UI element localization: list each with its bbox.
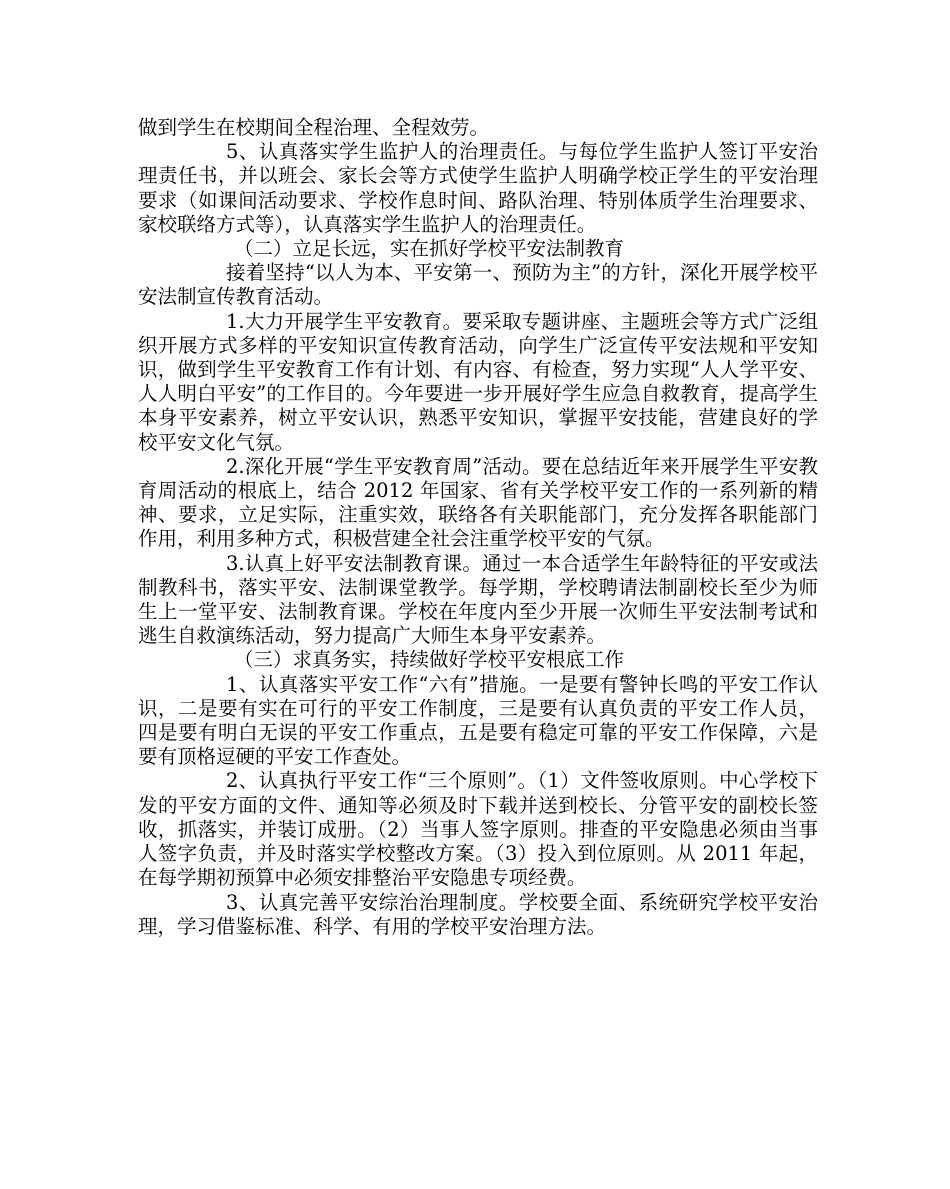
paragraph-item-2-three-principles: 2、认真执行平安工作“三个原则”。（1）文件签收原则。中心学校下发的平安方面的文件、通知等必须及时下载并送到校长、分管平安的副校长签收，抓落实，并装订成册。（2）当事人签字原则。排查的平安隐患必须由当事人签字负责，并及时落实学校整改方案。（3）投入到位原则。从 2011 年起，在每学期初预算中必须安排整治平安隐患专项经费。 — [138, 769, 818, 890]
paragraph-continuation: 做到学生在校期间全程治理、全程效劳。 — [138, 116, 490, 139]
section-heading-3: （三）求真务实，持续做好学校平安根底工作 — [234, 648, 625, 672]
paragraph-item-5-guardian-responsibility: 5、认真落实学生监护人的治理责任。与每位学生监护人签订平安治理责任书，并以班会、家长会等方式使学生监护人明确学校正学生的平安治理要求（如课间活动要求、学校作息时间、路队治理、特别体质学生治理要求、家校联络方式等），认真落实学生监护人的治理责任。 — [138, 140, 818, 236]
paragraph-policy-intro: 接着坚持“以人为本、平安第一、预防为主”的方针，深化开展学校平安法制宣传教育活动。 — [138, 261, 818, 309]
paragraph-item-3-management-system: 3、认真完善平安综治治理制度。学校要全面、系统研究学校平安治理，学习借鉴标准、科学、有用的学校平安治理方法。 — [138, 890, 818, 938]
paragraph-item-2-safety-week: 2.深化开展“学生平安教育周”活动。要在总结近年来开展学生平安教育周活动的根底上，结合 2012 年国家、省有关学校平安工作的一系列新的精神、要求，立足实际，注重实效，联络各有关职能部门，充分发挥各职能部门作用，利用多种方式，积极营建全社会注重学校平安的气氛。 — [138, 454, 818, 551]
paragraph-item-1-six-measures: 1、认真落实平安工作“六有”措施。一是要有警钟长鸣的平安工作认识，二是要有实在可行的平安工作制度，三是要有认真负责的平安工作人员，四是要有明白无误的平安工作重点，五是要有稳定可靠的平安工作保障，六是要有顶格逗硬的平安工作查处。 — [138, 672, 818, 769]
document-body — [138, 116, 818, 939]
paragraph-item-1-safety-education: 1.大力开展学生平安教育。要采取专题讲座、主题班会等方式广泛组织开展方式多样的平安知识宣传教育活动，向学生广泛宣传平安法规和平安知识，做到学生平安教育工作有计划、有内容、有检查，努力实现“人人学平安、人人明白平安”的工作目的。今年要进一步开展好学生应急自救教育，提高学生本身平安素养，树立平安认识，熟悉平安知识，掌握平安技能，营建良好的学校平安文化气氛。 — [138, 309, 818, 454]
section-heading-2: （二）立足长远，实在抓好学校平安法制教育 — [234, 237, 625, 261]
paragraph-item-3-legal-class: 3.认真上好平安法制教育课。通过一本合适学生年龄特征的平安或法制教科书，落实平安、法制课堂教学。每学期，学校聘请法制副校长至少为师生上一堂平安、法制教育课。学校在年度内至少开展一次师生平安法制考试和逃生自救演练活动，努力提高广大师生本身平安素养。 — [138, 551, 818, 648]
